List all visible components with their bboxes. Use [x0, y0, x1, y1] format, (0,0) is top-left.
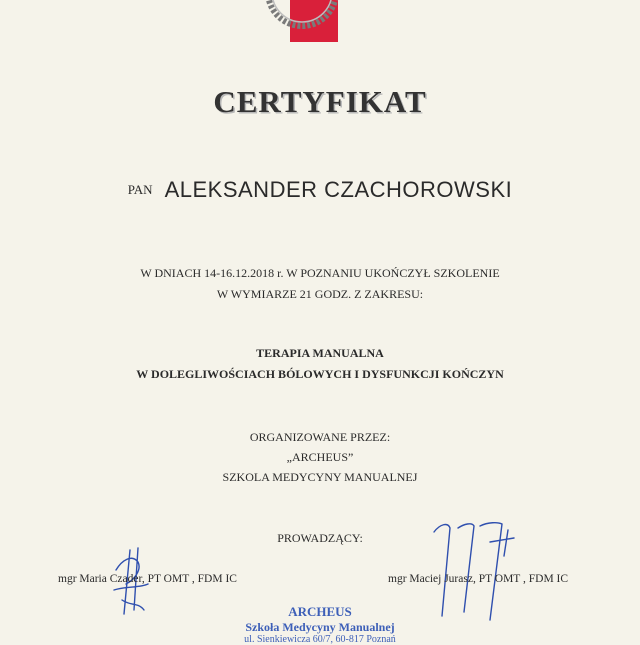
recipient-prefix: PAN: [127, 182, 153, 197]
instructor-right-name: mgr Maciej Jurasz, PT OMT , FDM IC: [388, 573, 569, 585]
leaders-label: PROWADZĄCY:: [277, 531, 363, 545]
recipient-row: [0, 177, 640, 203]
certificate-logo: [252, 0, 352, 42]
course-title-line-1: TERAPIA MANUALNA: [256, 346, 384, 360]
stamp-line-2: Szkoła Medycyny Manualnej: [245, 620, 395, 634]
completion-line-2: W WYMIARZE 21 GODZ. Z ZAKRESU:: [216, 287, 424, 301]
instructor-left-name: mgr Maria Czader, PT OMT , FDM IC: [58, 573, 237, 585]
course-title-line-2: W DOLEGLIWOŚCIACH BÓLOWYCH I DYSFUNKCJI KOŃCZYN: [136, 367, 504, 381]
stamp-line-1: ARCHEUS: [288, 604, 352, 619]
certificate-title: CERTYFIKAT: [213, 84, 427, 119]
recipient-name: ALEKSANDER CZACHOROWSKI: [164, 177, 513, 202]
organizer-label: ORGANIZOWANE PRZEZ:: [249, 430, 391, 444]
completion-line-1: W DNIACH 14-16.12.2018 r. W POZNANIU UKOŃCZYŁ SZKOLENIE: [140, 266, 500, 280]
organizer-name: „ARCHEUS”: [286, 450, 354, 464]
organizer-school: SZKOLA MEDYCYNY MANUALNEJ: [222, 470, 418, 484]
stamp-line-3: ul. Sienkiewicza 60/7, 60-817 Poznań: [244, 634, 396, 645]
